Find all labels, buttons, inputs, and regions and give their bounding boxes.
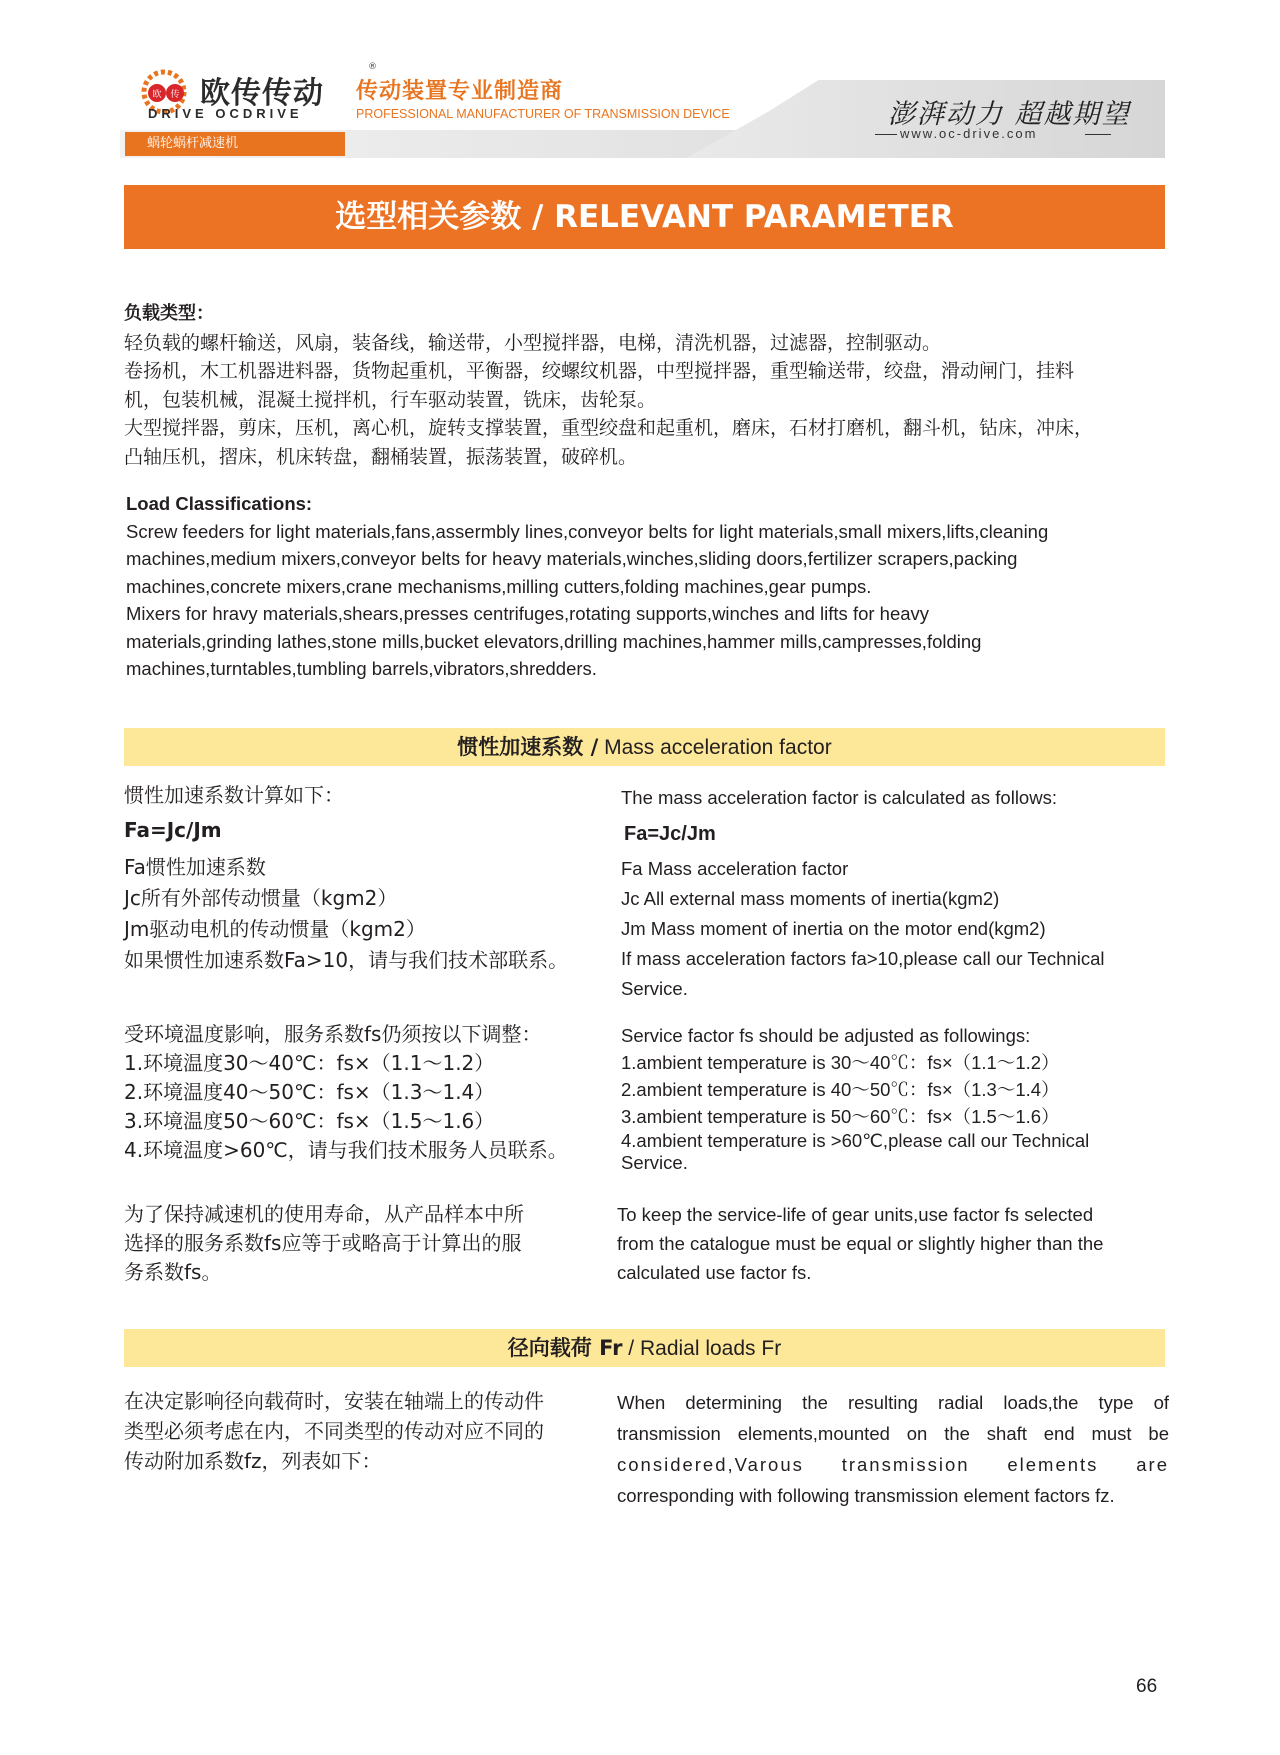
life-en-line: To keep the service-life of gear units,use factor fs selected	[617, 1204, 1094, 1225]
mass-cn-def: Fa惯性加速系数	[124, 855, 266, 879]
page-number: 66	[1136, 1676, 1158, 1697]
load-cn-line: 卷扬机，木工机器进料器，货物起重机，平衡器，绞螺纹机器，中型搅拌器，重型输送带，绞盘，滑动闸门，挂料	[124, 360, 1075, 382]
mass-cn-def: Jc所有外部传动惯量（kgm2）	[124, 886, 398, 910]
life-cn-column	[124, 1200, 584, 1287]
load-types-cn	[124, 300, 1169, 471]
life-cn-line: 务系数fs。	[124, 1260, 222, 1284]
temp-cn-item: 1.环境温度30～40℃：fs×（1.1～1.2）	[124, 1051, 495, 1075]
life-en-column	[617, 1200, 1165, 1287]
temp-en-item: 1.ambient temperature is 30～40℃：fs×（1.1～1.2）	[621, 1052, 1060, 1073]
radial-en-column	[617, 1387, 1169, 1511]
radial-en-line: corresponding with following transmission element factors fz.	[617, 1485, 1115, 1506]
radial-en-line: transmission elements,mounted on the shaft end must be	[617, 1423, 1169, 1444]
mass-cn-intro: 惯性加速系数计算如下：	[124, 783, 344, 807]
website-rule-right	[1085, 134, 1111, 135]
section-title-cn: 惯性加速系数 /	[457, 735, 599, 759]
section-title-en: / Radial loads Fr	[622, 1337, 782, 1360]
radial-en-line: considered,Varous transmission elements are	[617, 1454, 1169, 1475]
radial-cn-line: 在决定影响径向载荷时，安装在轴端上的传动件	[124, 1389, 544, 1413]
life-cn-line: 选择的服务系数fs应等于或略高于计算出的服	[124, 1231, 522, 1255]
load-en-line: machines,medium mixers,conveyor belts for heavy materials,winches,sliding doors,fertilizer scrapers,packing	[126, 548, 1018, 569]
load-cn-line: 机，包装机械，混凝土搅拌机，行车驱动装置，铣床，齿轮泵。	[124, 388, 657, 411]
life-en-line: from the catalogue must be equal or slightly higher than the	[617, 1233, 1104, 1254]
radial-cn-line: 传动附加系数fz，列表如下：	[124, 1449, 382, 1473]
tagline-en: PROFESSIONAL MANUFACTURER OF TRANSMISSION DEVICE	[356, 107, 730, 121]
tagline-cn: 传动装置专业制造商	[356, 79, 564, 104]
temp-en-item: 4.ambient temperature is >60℃,please call our Technical	[621, 1130, 1090, 1151]
temp-cn-item: 4.环境温度>60℃，请与我们技术服务人员联系。	[124, 1138, 568, 1162]
load-types-en	[126, 490, 1167, 683]
temp-cn-column	[124, 1020, 584, 1165]
load-en-line: machines,concrete mixers,crane mechanisms,milling cutters,folding machines,gear pumps.	[126, 575, 872, 597]
temp-en-column	[621, 1022, 1169, 1174]
section-title-en: Mass acceleration factor	[598, 736, 832, 759]
load-en-line: materials,grinding lathes,stone mills,bucket elevators,drilling machines,hammer mills,campresses,folding	[126, 630, 982, 652]
life-en-line: calculated use factor fs.	[617, 1262, 812, 1283]
load-cn-line: 凸轴压机，摺床，机床转盘，翻桶装置，振荡装置，破碎机。	[124, 445, 638, 468]
slogan: 澎湃动力 超越期望	[888, 99, 1131, 130]
temp-cn-intro: 受环境温度影响，服务系数fs仍须按以下调整：	[124, 1022, 542, 1046]
temp-en-item: 2.ambient temperature is 40～50℃：fs×（1.3～1.4）	[621, 1079, 1060, 1100]
life-cn-line: 为了保持减速机的使用寿命，从产品样本中所	[124, 1202, 524, 1226]
load-en-line: machines,turntables,tumbling barrels,vibrators,shredders.	[126, 658, 597, 679]
radial-en-line: When determining the resulting radial loads,the type of	[617, 1392, 1169, 1413]
section-bar-mass-acceleration	[124, 728, 1165, 766]
temp-cn-item: 3.环境温度50～60℃：fs×（1.5～1.6）	[124, 1109, 495, 1133]
registered-mark: ®	[368, 62, 377, 72]
mass-cn-def: Jm驱动电机的传动惯量（kgm2）	[124, 917, 426, 941]
logo-gear-char-2: 传	[170, 90, 180, 100]
load-types-cn-heading: 负载类型：	[124, 303, 214, 324]
section-title-cn: 径向载荷 Fr	[507, 1336, 623, 1360]
mass-cn-formula: Fa=Jc/Jm	[124, 818, 222, 842]
mass-en-def: If mass acceleration factors fa>10,please call our Technical	[621, 948, 1105, 969]
load-cn-line: 大型搅拌器，剪床，压机，离心机，旋转支撑装置，重型绞盘和起重机，磨床，石材打磨机，翻斗机，钻床，冲床，	[124, 417, 1094, 439]
page-title: 选型相关参数 / RELEVANT PARAMETER	[124, 185, 1165, 249]
temp-en-item: 3.ambient temperature is 50～60℃：fs×（1.5～1.6）	[621, 1106, 1060, 1127]
category-tab: 蜗轮蜗杆减速机	[125, 132, 345, 156]
temp-en-intro: Service factor fs should be adjusted as followings:	[621, 1025, 1031, 1046]
mass-en-def: Jc All external mass moments of inertia(kgm2)	[621, 888, 1000, 909]
website-rule-left	[875, 134, 897, 135]
load-en-line: Mixers for hravy materials,shears,presses centrifuges,rotating supports,winches and lifts for heavy	[126, 603, 930, 624]
mass-en-formula: Fa=Jc/Jm	[624, 823, 716, 845]
load-cn-line: 轻负载的螺杆输送，风扇，装备线，输送带，小型搅拌器，电梯，清洗机器，过滤器，控制驱动。	[124, 331, 942, 354]
temp-cn-item: 2.环境温度40～50℃：fs×（1.3～1.4）	[124, 1080, 495, 1104]
brand-name-en: DRIVE OCDRIVE	[148, 106, 303, 121]
website: www.oc-drive.com	[900, 126, 1038, 141]
mass-en-intro: The mass acceleration factor is calculated as follows:	[621, 787, 1057, 808]
mass-en-def: Fa Mass acceleration factor	[621, 858, 849, 879]
brand-name-cn: 欧传传动	[200, 76, 324, 111]
mass-en-def: Jm Mass moment of inertia on the motor end(kgm2)	[621, 918, 1046, 939]
section-bar-radial-loads	[124, 1329, 1165, 1367]
mass-cn-column	[124, 780, 584, 976]
temp-en-item: Service.	[621, 1152, 688, 1173]
mass-en-column	[621, 783, 1169, 1004]
mass-en-def: Service.	[621, 978, 688, 999]
radial-cn-column	[124, 1386, 584, 1476]
load-en-line: Screw feeders for light materials,fans,assermbly lines,conveyor belts for light materials,small mixers,lifts,cleaning	[126, 520, 1049, 542]
mass-cn-def: 如果惯性加速系数Fa>10，请与我们技术部联系。	[124, 948, 569, 972]
logo-gear-char-1: 欧	[152, 90, 162, 100]
load-types-en-heading: Load Classifications:	[126, 493, 313, 514]
radial-cn-line: 类型必须考虑在内，不同类型的传动对应不同的	[124, 1419, 544, 1443]
